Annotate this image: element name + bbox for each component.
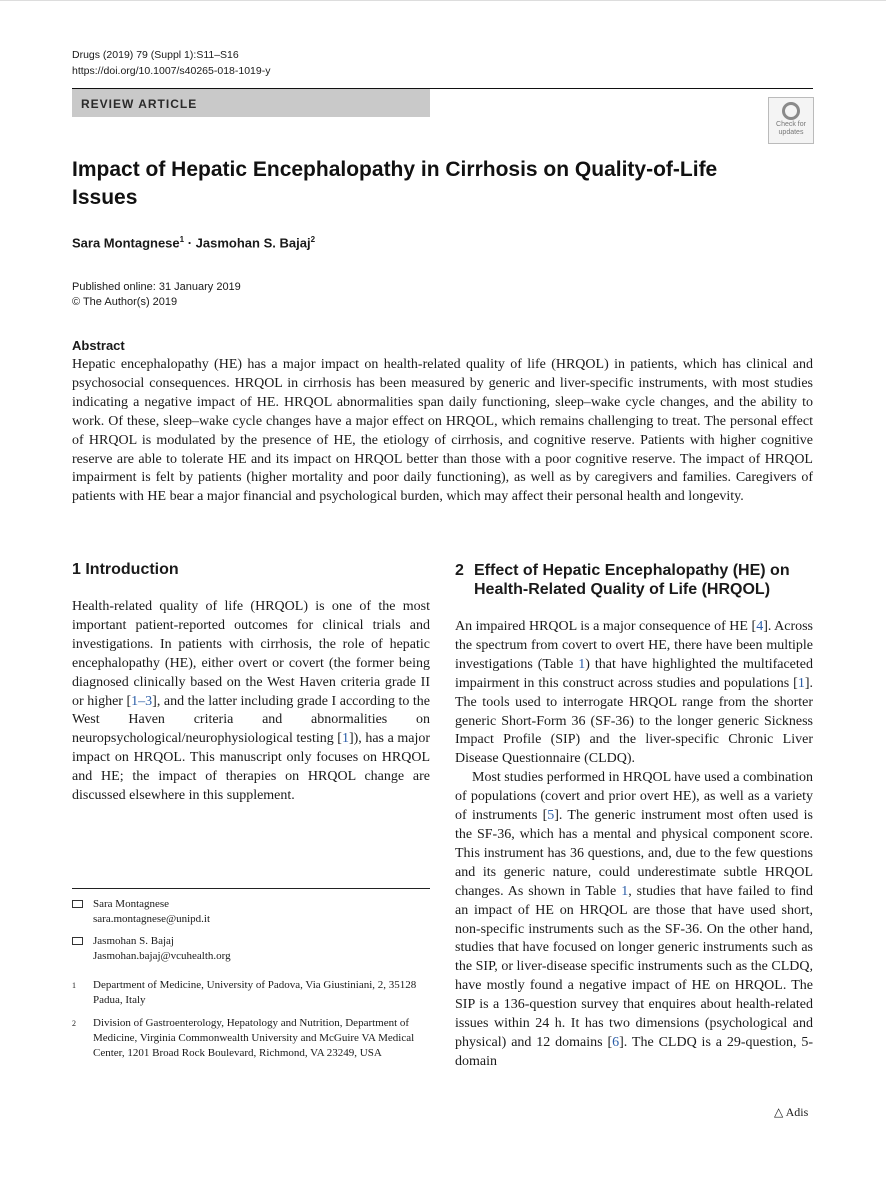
- footnote-rule: [72, 888, 430, 889]
- correspondent-email[interactable]: sara.montagnese@unipd.it: [93, 913, 211, 925]
- envelope-icon: [72, 934, 83, 949]
- section-2-number: 2: [455, 562, 464, 579]
- correspondent-name: Jasmohan S. Bajaj: [93, 935, 174, 947]
- section-2-paragraph-2: [455, 769, 813, 1072]
- citation-link[interactable]: 1: [341, 731, 349, 747]
- check-updates-line2: updates: [778, 129, 804, 136]
- journal-issue: Drugs (2019) 79 (Suppl 1):S11–S16: [72, 49, 239, 61]
- article-type-banner: [72, 89, 430, 117]
- affiliation-text: Division of Gastroenterology, Hepatology and Nutrition, Department of Medicine, Virginia Commonwealth University and McGuire VA Medical Center, 1201 Broad Rock Boulevard, Richmond, VA 23249, USA: [93, 1017, 415, 1059]
- author-2-affiliation: 2: [310, 235, 316, 244]
- s2-text: ]. The CLDQ is a 29-question, 5-domain: [455, 1034, 813, 1069]
- citation-link[interactable]: 5: [547, 808, 555, 824]
- copyright: © The Author(s) 2019: [72, 296, 178, 308]
- correspondence-1: [72, 897, 430, 927]
- table-link[interactable]: 1: [578, 656, 586, 672]
- abstract-heading: Abstract: [72, 338, 125, 353]
- citation-link[interactable]: 4: [756, 619, 764, 634]
- affiliation-marker: 1: [72, 981, 76, 990]
- author-separator: ·: [184, 235, 196, 251]
- affiliation-1: [72, 978, 430, 1008]
- s2-text: , studies that have failed to find an impact of HE on HRQOL are those that have used short, non-specific instruments such as the SF-36. On the other hand, studies that have focused on longer generic instruments such as the SIP, or liver-disease specific instruments such as the CLDQ, have mostly found a negative impact of HE on HRQOL. The SIP is a 136-question survey that enquires about health-related issues within 24 h. It has two dimensions (psychological and physical) and 12 domains [: [455, 883, 814, 1050]
- publisher-name: Adis: [785, 1105, 809, 1119]
- section-2-heading: [455, 561, 815, 599]
- table-link[interactable]: 1: [621, 883, 629, 899]
- envelope-icon: [72, 897, 83, 912]
- author-2[interactable]: Jasmohan S. Bajaj: [195, 235, 311, 251]
- citation-link[interactable]: 6: [612, 1034, 620, 1050]
- author-1[interactable]: Sara Montagnese: [72, 235, 180, 251]
- introduction-paragraph: [72, 598, 430, 806]
- published-date: Published online: 31 January 2019: [72, 281, 241, 293]
- s2-text: Most studies performed in HRQOL have used a combination of populations (covert and prior overt HE), as well as a variety of instruments [: [455, 770, 813, 824]
- intro-text-2: ], and the latter including grade I according to the West Haven criteria and abnormalities on neuropsychological/neurophysiological testing [: [72, 693, 430, 747]
- author-list: [72, 235, 315, 250]
- correspondence-2: [72, 934, 430, 964]
- publication-info: [72, 280, 241, 310]
- citation-link[interactable]: 1–3: [131, 693, 153, 709]
- article-title: Impact of Hepatic Encephalopathy in Cirrhosis on Quality-of-Life Issues: [72, 158, 718, 209]
- s2-text: ]. The tools used to interrogate HRQOL range from the shorter generic Short-Form 36 (SF-36) to the longer generic Sickness Impact Profile (SIP) and the liver-specific Chronic Liver Disease Questionnaire (CLDQ).: [455, 675, 813, 767]
- author-1-affiliation: 1: [179, 235, 185, 244]
- intro-text-3: ]), has a major impact on HRQOL. This manuscript only focuses on HRQOL and HE; the impact of therapies on HRQOL change are discussed elsewhere in this supplement.: [72, 731, 430, 804]
- doi-link[interactable]: https://doi.org/10.1007/s40265-018-1019-y: [72, 65, 271, 77]
- section-2-title: Effect of Hepatic Encephalopathy (HE) on Health-Related Quality of Life (HRQOL): [474, 562, 790, 598]
- abstract-text: Hepatic encephalopathy (HE) has a major impact on health-related quality of life (HRQOL) in patients, which has clinical and psychosocial consequences. HRQOL in cirrhosis has been measured by generic and liver-specific instruments, with most studies indicating a negative impact of HE. HRQOL abnormalities span daily functioning, sleep–wake cycle changes, and the ability to work. Of these, sleep–wake cycle changes have a major effect on HRQOL, which remains challenging to treat. The personal effect of HRQOL is modulated by the presence of HE, the etiology of cirrhosis, and cognitive reserve. Patients with higher cognitive reserve are able to tolerate HE and its impact on HRQOL better than those with a poor cognitive reserve. The impact of HRQOL impairment is felt by patients (higher mortality and poor daily functioning), as well as by caregivers and families. Caregivers of patients with HE bear a major financial and psychological burden, which may affect their personal health and longevity.: [72, 357, 813, 505]
- citation-link[interactable]: 1: [797, 675, 805, 691]
- journal-citation: [72, 47, 270, 79]
- s2-text: An impaired HRQOL is a major consequence of HE [: [455, 619, 757, 634]
- section-1-heading: 1 Introduction: [72, 561, 179, 578]
- adis-triangle-icon: △: [774, 1105, 784, 1119]
- s2-text: ) that have highlighted the multifaceted impairment in this construct across studies and populations [: [455, 656, 814, 691]
- section-2-paragraph-1: [455, 618, 813, 769]
- intro-text-1: Health-related quality of life (HRQOL) is one of the most important patient-reported outcomes for clinical trials and investigations. In patients with cirrhosis, the role of hepatic encephalopathy (HE), either overt or covert (the former being diagnosed clinically based on the West Haven criteria grade II or higher [: [72, 599, 430, 709]
- affiliation-marker: 2: [72, 1019, 76, 1028]
- correspondent-email[interactable]: Jasmohan.bajaj@vcuhealth.org: [93, 950, 231, 962]
- s2-text: ]. The generic instrument most often used is the SF-36, which has a mental and physical component score. This instrument has 36 questions, and, due to the few questions and its generic nature, could underestimate subtle HRQOL changes. As shown in Table: [455, 808, 813, 899]
- affiliation-text: Department of Medicine, University of Padova, Via Giustiniani, 2, 35128 Padua, Italy: [93, 979, 417, 1006]
- correspondent-name: Sara Montagnese: [93, 898, 170, 910]
- check-updates-icon: [782, 102, 800, 120]
- article-type-label: REVIEW ARTICLE: [81, 97, 198, 111]
- check-for-updates-badge[interactable]: [768, 97, 814, 144]
- publisher-logo: [774, 1105, 808, 1120]
- top-edge-line: [0, 0, 886, 1]
- s2-text: ]. Across the spectrum from covert to overt HE, there have been multiple investigations (Table: [455, 619, 814, 672]
- affiliation-2: [72, 1016, 430, 1061]
- check-updates-line1: Check for: [776, 121, 806, 128]
- section-2-body: [455, 618, 813, 1072]
